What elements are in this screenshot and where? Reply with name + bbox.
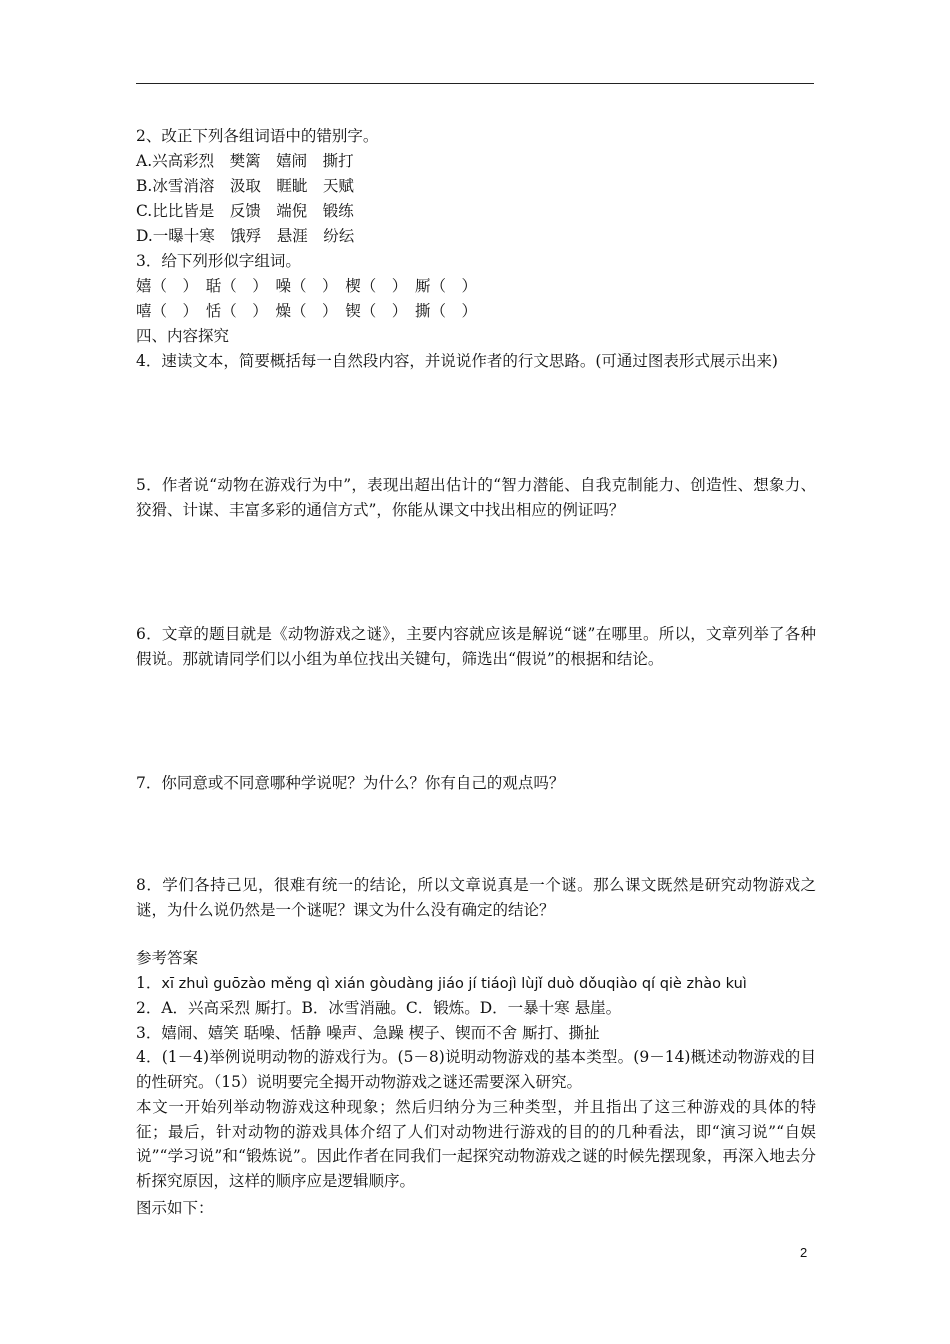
answers-title: 参考答案 [136,949,199,967]
answer-1 [136,973,816,994]
question-3-row-1: 嬉（ ） 聒（ ） 噪（ ） 楔（ ） 厮（ ） [136,277,478,295]
answer-4-explanation: 本文一开始列举动物游戏这种现象；然后归纳分为三种类型，并且指出了这三种游戏的具体的特征；最后，针对动物的游戏具体介绍了人们对动物进行游戏的目的的几种看法，即“演习说”“自娱说”“学习说”和“锻炼说”。因此作者在同我们一起探究动物游戏之谜的时候先摆现象，再深入地去分析探究原因，这样的顺序应是逻辑顺序。 [136,1098,816,1190]
question-2-option-a: A.兴高彩烈 樊篱 嬉闹 撕打 [136,152,354,170]
page-number: 2 [800,1245,808,1260]
question-6: 6．文章的题目就是《动物游戏之谜》，主要内容就应该是解说“谜”在哪里。所以，文章列举了各种假说。那就请同学们以小组为单位找出关键句，筛选出“假说”的根据和结论。 [136,625,816,668]
header-rule [136,83,814,84]
question-7: 7．你同意或不同意哪种学说呢？为什么？你有自己的观点吗？ [136,774,565,792]
question-8: 8．学们各持己见，很难有统一的结论，所以文章说真是一个谜。那么课文既然是研究动物游戏之谜，为什么说仍然是一个谜呢？课文为什么没有确定的结论？ [136,876,816,919]
answer-2: 2．A．兴高采烈 厮打。B．冰雪消融。C．锻炼。D．一暴十寒 悬崖。 [136,999,622,1017]
answer-1-pinyin: xī zhuì guōzào měng qì xián gòudàng jiáo jí tiáojì lùjǐ duò dǒuqiào qí qiè zhào kuì [161,976,747,992]
diagram-intro: 图示如下： [136,1199,214,1217]
question-2-title: 2、改正下列各组词语中的错别字。 [136,127,379,145]
question-4: 4．速读文本，简要概括每一自然段内容，并说说作者的行文思路。(可通过图表形式展示出来) [136,352,778,370]
question-3-row-2: 嘻（ ） 恬（ ） 燥（ ） 锲（ ） 撕（ ） [136,302,478,320]
answer-1-number: 1． [136,974,162,992]
question-2-option-b: B.冰雪消溶 汲取 睚眦 天赋 [136,177,354,195]
answer-3: 3．嬉闹、嬉笑 聒噪、恬静 噪声、急躁 楔子、锲而不舍 厮打、撕扯 [136,1024,600,1042]
question-2-option-c: C.比比皆是 反馈 端倪 锻练 [136,202,354,220]
question-2-option-d: D.一曝十寒 饿殍 悬涯 纷纭 [136,227,355,245]
answer-4: 4．(1－4)举例说明动物的游戏行为。(5－8)说明动物游戏的基本类型。(9－14)概述动物游戏的目的性研究。（15）说明要完全揭开动物游戏之谜还需要深入研究。 [136,1048,816,1091]
question-3-title: 3．给下列形似字组词。 [136,252,301,270]
section-4-heading: 四、内容探究 [136,327,230,345]
question-5: 5．作者说“动物在游戏行为中”，表现出超出估计的“智力潜能、自我克制能力、创造性、想象力、狡猾、计谋、丰富多彩的通信方式”，你能从课文中找出相应的例证吗？ [136,476,816,519]
